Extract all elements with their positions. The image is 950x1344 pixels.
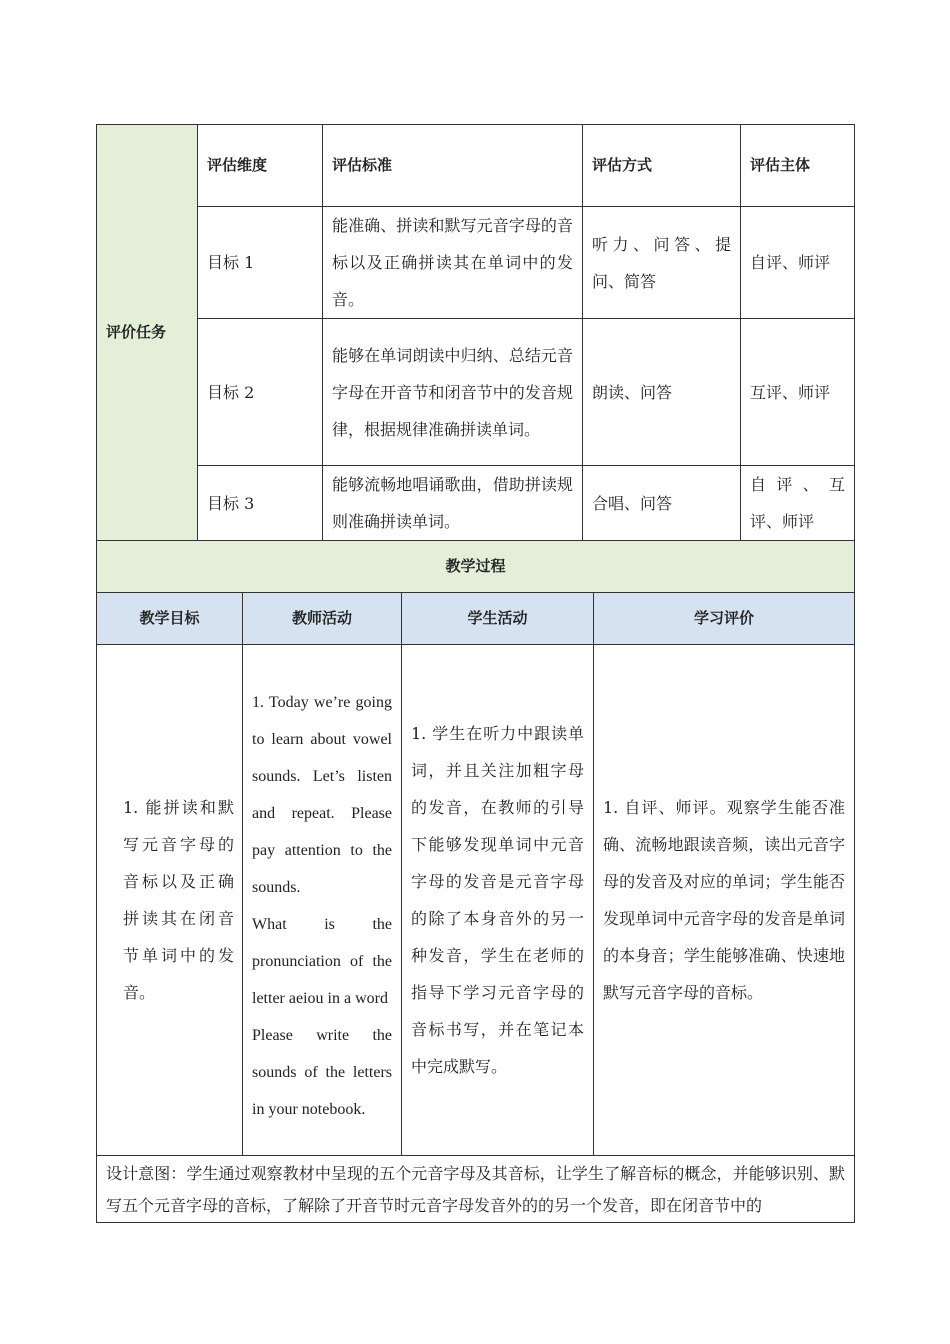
process-row — [97, 645, 855, 1156]
eval-method: 朗读、问答 — [583, 319, 741, 466]
process-header-goal: 教学目标 — [97, 593, 243, 645]
process-header-student: 学生活动 — [402, 593, 594, 645]
eval-goal: 目标 3 — [198, 466, 323, 541]
eval-header-criteria: 评估标准 — [323, 125, 583, 207]
eval-section-label: 评价任务 — [97, 125, 198, 541]
process-title: 教学过程 — [97, 541, 855, 593]
eval-method: 听力、问答、提问、简答 — [583, 207, 741, 319]
eval-goal: 目标 1 — [198, 207, 323, 319]
eval-row-1 — [97, 207, 855, 319]
eval-criteria: 能够流畅地唱诵歌曲，借助拼读规则准确拼读单词。 — [323, 466, 583, 541]
teacher-line: 1. Today we’re going to learn about vowel sounds. Let’s listen and repeat. Please pay attention to the sounds. — [252, 694, 392, 896]
process-evaluation: 1. 自评、师评。观察学生能否准确、流畅地跟读音频，读出元音字母的发音及对应的单词；学生能否发现单词中元音字母的发音是单词的本身音；学生能够准确、快速地默写元音字母的音标。 — [594, 645, 855, 1156]
lesson-plan-sheet — [96, 124, 854, 1223]
eval-header-method: 评估方式 — [583, 125, 741, 207]
eval-subject: 自评、师评 — [741, 207, 855, 319]
eval-header-subject: 评估主体 — [741, 125, 855, 207]
eval-goal: 目标 2 — [198, 319, 323, 466]
eval-subject: 互评、师评 — [741, 319, 855, 466]
eval-row-2 — [97, 319, 855, 466]
process-header-evaluation: 学习评价 — [594, 593, 855, 645]
eval-row-3 — [97, 466, 855, 541]
process-teacher-activity — [243, 645, 402, 1156]
design-intent: 设计意图：学生通过观察教材中呈现的五个元音字母及其音标，让学生了解音标的概念，并能够识别、默写五个元音字母的音标，了解除了开音节时元音字母发音外的的另一个发音，即在闭音节中的 — [97, 1156, 855, 1223]
evaluation-table — [96, 124, 855, 541]
process-table — [96, 540, 855, 1223]
process-student-activity: 1. 学生在听力中跟读单词，并且关注加粗字母的发音，在教师的引导下能够发现单词中元音字母的发音是元音字母的除了本身音外的另一种发音，学生在老师的指导下学习元音字母的音标书写，并在笔记本中完成默写。 — [402, 645, 594, 1156]
eval-criteria: 能够在单词朗读中归纳、总结元音字母在开音节和闭音节中的发音规律，根据规律准确拼读单词。 — [323, 319, 583, 466]
process-header-teacher: 教师活动 — [243, 593, 402, 645]
eval-criteria: 能准确、拼读和默写元音字母的音标以及正确拼读其在单词中的发音。 — [323, 207, 583, 319]
teacher-line: What is the pronunciation of the letter aeiou in a word — [252, 916, 392, 1007]
eval-header-dimension: 评估维度 — [198, 125, 323, 207]
eval-method: 合唱、问答 — [583, 466, 741, 541]
teacher-line: Please write the sounds of the letters in your notebook. — [252, 1027, 392, 1118]
eval-subject: 自评、互评、师评 — [741, 466, 855, 541]
process-goal: 1. 能拼读和默写元音字母的音标以及正确拼读其在闭音节单词中的发音。 — [97, 645, 243, 1156]
